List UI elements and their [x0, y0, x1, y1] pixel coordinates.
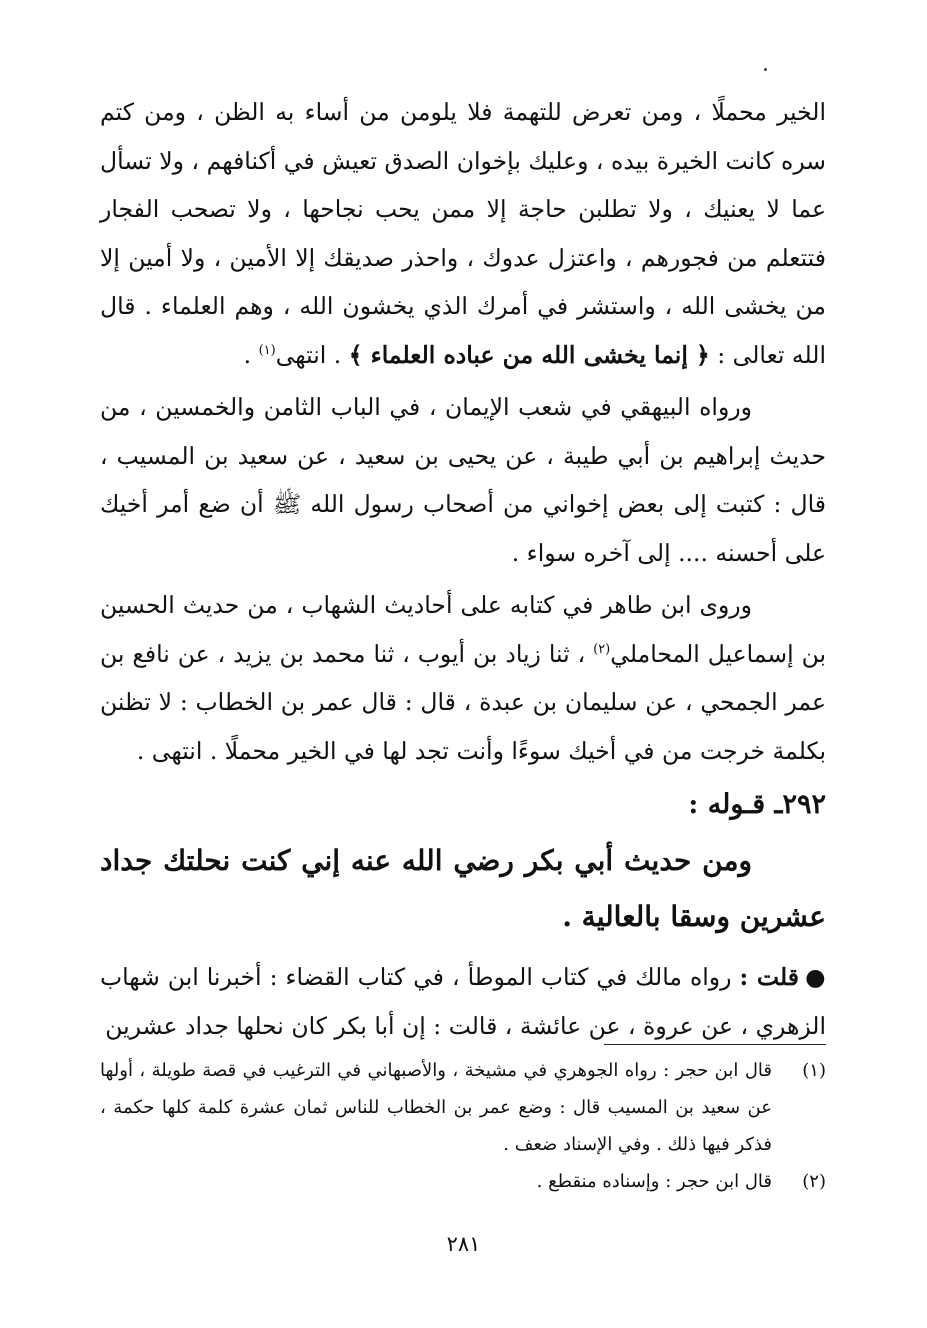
paragraph-3-text-before: وروى ابن طاهر في كتابه على أحاديث الشهاب ، من حديث الحسين بن إسماعيل المحاملي	[100, 591, 827, 668]
footnote-ref-1[interactable]: (١)	[258, 342, 276, 358]
paragraph-4-text: رواه مالك في كتاب الموطأ ، في كتاب القضاء : أخبرنا ابن شهاب الزهري ، عن عروة ، عن عائشة ، قالت : إن أبا بكر كان نحلها جداد عشرين	[100, 963, 826, 1040]
paragraph-2	[100, 383, 826, 577]
paragraph-4	[100, 953, 826, 1050]
footnotes	[100, 1052, 826, 1200]
paragraph-2-text: ورواه البيهقي في شعب الإيمان ، في الباب الثامن والخمسين ، من حديث إبراهيم بن أبي طيبة ، عن يحيى بن سعيد ، عن سعيد بن المسيب ، قال : كتبت إلى بعض إخواني من أصحاب رسول الله ﷺ أن ضع أمر أخيك على أحسنه .... إلى آخره سواء .	[100, 393, 826, 567]
footnote-2	[100, 1163, 826, 1200]
section-heading: ٢٩٢ـ قـوله :	[688, 789, 826, 820]
footnote-separator	[604, 1044, 826, 1045]
paragraph-3-text-after: ، ثنا زياد بن أيوب ، ثنا محمد بن يزيد ، عن نافع بن عمر الجمحي ، عن سليمان بن عبدة ، قال : قال عمر بن الخطاب : لا تظنن بكلمة خرجت من في أخيك سوءًا وأنت تجد لها في الخير محملًا . انتهى .	[100, 639, 826, 765]
footnote-2-mark: (٢)	[802, 1171, 826, 1192]
stray-dot	[764, 68, 767, 71]
footnote-1-text: قال ابن حجر : رواه الجوهري في مشيخة ، والأصبهاني في الترغيب في قصة طويلة ، أولها عن سعيد بن المسيب قال : وضع عمر بن الخطاب للناس ثمان عشرة كلمة كلها حكمة ، فذكر فيها ذلك . وفي الإسناد ضعف .	[100, 1060, 772, 1155]
bullet-icon: ●	[804, 963, 826, 991]
page-body	[100, 88, 826, 1050]
paragraph-1-end: .	[243, 340, 259, 369]
page-number: ٢٨١	[446, 1232, 481, 1256]
paragraph-1-text: الخير محملًا ، ومن تعرض للتهمة فلا يلومن من أساء به الظن ، ومن كتم سره كانت الخيرة بيده ، وعليك بإخوان الصدق تعيش في أكنافهم ، ولا تسأل عما لا يعنيك ، ولا تطلبن حاجة إلا ممن يحب نجاحها ، ولا تصحب الفجار فتتعلم من فجورهم ، واعتزل عدوك ، واحذر صديقك إلا الأمين ، ولا أمين إلا من يخشى الله ، واستشر في أمرك الذي يخشون الله ، وهم العلماء . قال الله تعالى :	[100, 98, 826, 369]
footnote-1-mark: (١)	[802, 1060, 826, 1081]
footnote-ref-2[interactable]: (٢)	[593, 641, 611, 657]
footnote-2-text: قال ابن حجر : وإسناده منقطع .	[536, 1171, 772, 1192]
paragraph-4-label: قلت :	[739, 963, 799, 991]
paragraph-3	[100, 581, 826, 775]
paragraph-1	[100, 88, 826, 379]
paragraph-1-after-verse: . انتهى	[275, 340, 349, 369]
quranic-verse: ﴿ إنما يخشى الله من عباده العلماء ﴾	[348, 340, 710, 369]
footnote-1	[100, 1052, 826, 1163]
section-quote: ومن حديث أبي بكر رضي الله عنه إني كنت نحلتك جداد عشرين وسقا بالعالية .	[100, 844, 826, 933]
